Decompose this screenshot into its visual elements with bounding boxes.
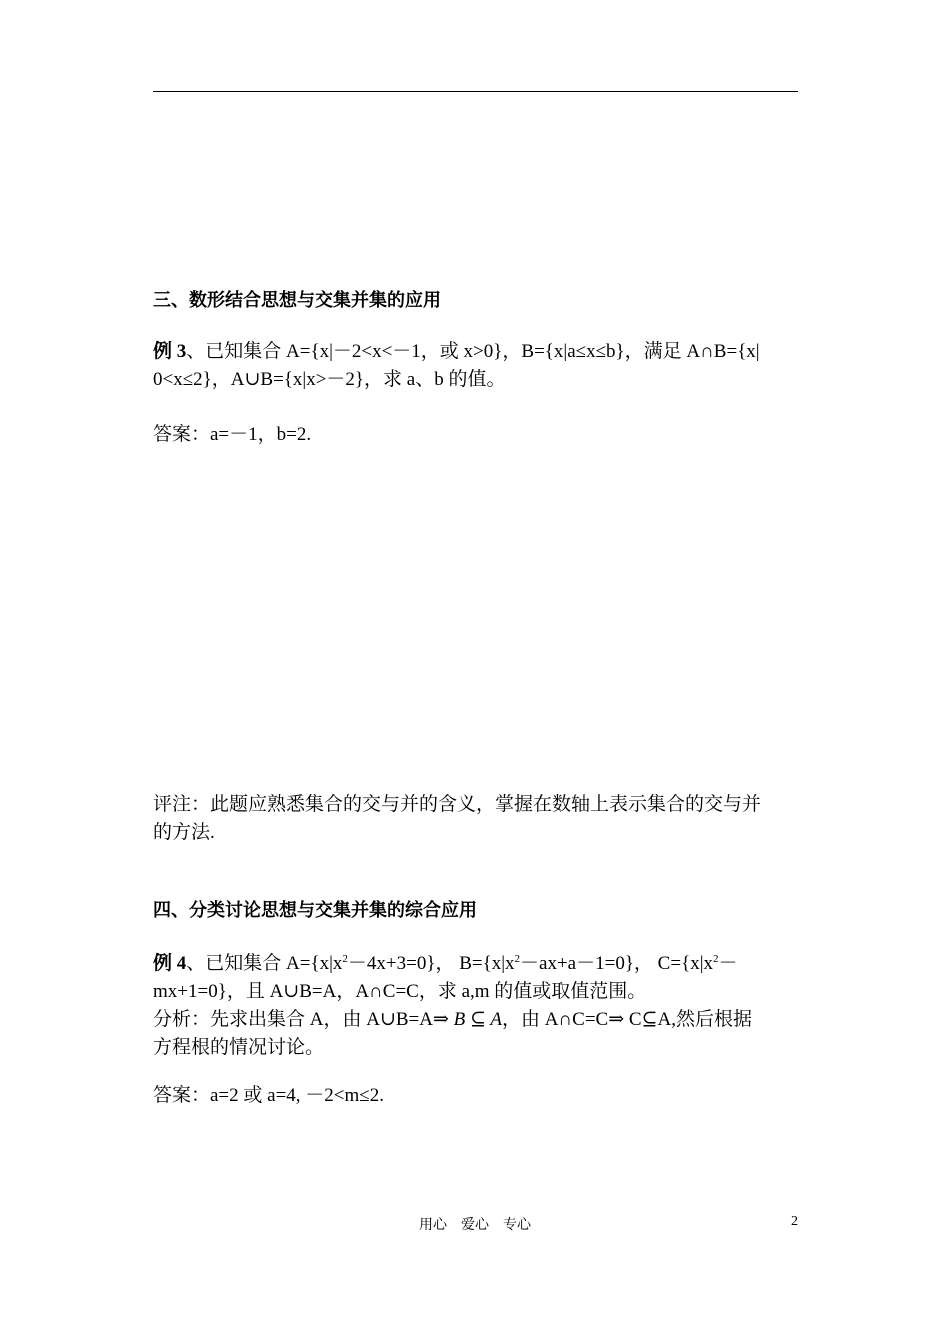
subset-expression: B ⊆ A: [453, 1009, 502, 1030]
footer-motto: 用心 爱心 专心: [419, 1218, 531, 1233]
example-4: [153, 950, 798, 1062]
comment: [153, 791, 798, 847]
example-4-label: 例 4: [153, 953, 187, 974]
comment-line1: 评注：此题应熟悉集合的交与并的含义，掌握在数轴上表示集合的交与并: [153, 794, 762, 815]
section3-heading: 三、数形结合思想与交集并集的应用: [153, 290, 441, 310]
analysis-line1: 分析：先求出集合 A，由 A∪B=A⇒ B ⊆ A，由 A∩C=C⇒ C⊆A,然后根据: [153, 1009, 752, 1030]
example-4-line2: mx+1=0}，且 A∪B=A，A∩C=C，求 a,m 的值或取值范围。: [153, 981, 647, 1002]
example-4-answer: 答案：a=2 或 a=4, －2<m≤2.: [153, 1085, 384, 1106]
example-3-line1: 例 3、已知集合 A={x|－2<x<－1，或 x>0}，B={x|a≤x≤b}，满足 A∩B={x|: [153, 341, 760, 362]
example-3-answer: 答案：a=－1，b=2.: [153, 424, 312, 445]
header-rule: [153, 91, 798, 92]
analysis-line2: 方程根的情况讨论。: [153, 1037, 325, 1058]
example-4-line1: 例 4、已知集合 $A=\{x|x^2-4x+3=0\}$， $B=\{x|x^2-ax+a-1=0\}$， $C=\{x|x^2-$: [153, 953, 738, 974]
comment-line2: 的方法.: [153, 822, 215, 843]
example-3-label: 例 3: [153, 341, 187, 362]
example-3: [153, 338, 798, 394]
section4-heading: 四、分类讨论思想与交集并集的综合应用: [153, 900, 477, 920]
example-3-line2: 0<x≤2}，A∪B={x|x>－2}，求 a、b 的值。: [153, 369, 506, 390]
page-number: 2: [791, 1214, 798, 1229]
